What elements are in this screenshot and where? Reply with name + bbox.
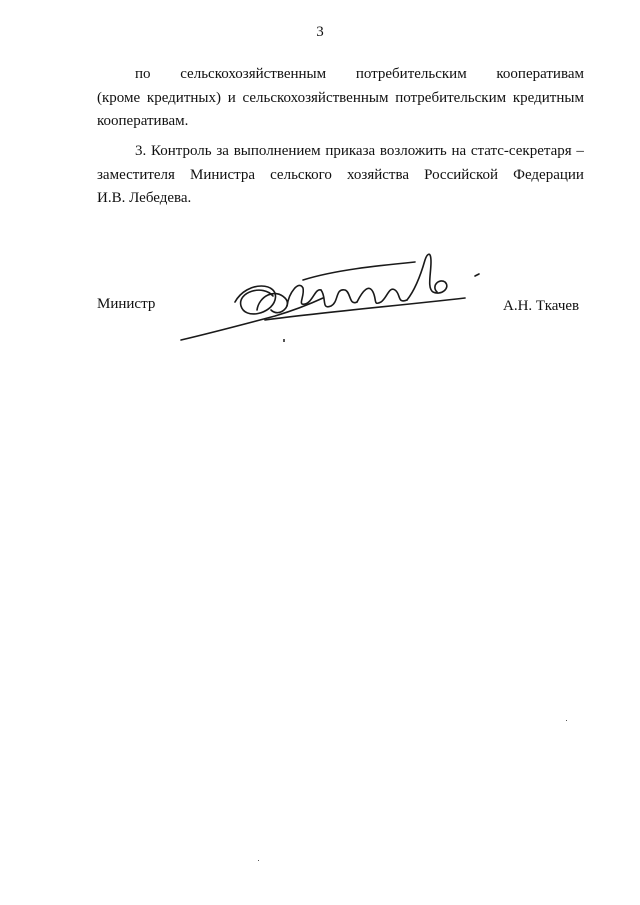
word: на	[451, 143, 467, 159]
word: за	[216, 143, 229, 159]
text-line	[97, 110, 584, 134]
scan-speck	[566, 720, 567, 721]
signatory-position: Министр	[97, 296, 156, 312]
handwritten-signature	[175, 240, 505, 350]
scan-speck	[258, 860, 259, 861]
word: приказа	[325, 143, 376, 159]
word: статс-секретаря	[470, 143, 572, 159]
text-line	[97, 87, 584, 111]
text-line	[97, 164, 584, 188]
paragraph-control-clause	[97, 140, 584, 211]
scan-speck	[283, 339, 285, 342]
word: выполнением	[233, 143, 321, 159]
page-number: 3	[316, 24, 324, 40]
word: по	[135, 66, 151, 82]
word: кредитных)	[146, 89, 221, 106]
word: кооперативам.	[97, 113, 189, 129]
word: потребительским	[355, 66, 467, 82]
word: –	[576, 143, 584, 159]
word: кооперативам	[496, 66, 584, 82]
word: сельского	[270, 166, 332, 183]
word: (кроме	[97, 89, 141, 106]
text-line	[97, 140, 584, 164]
word: сельскохозяйственным	[180, 66, 327, 82]
text-line	[97, 187, 584, 211]
word: сельскохозяйственным	[242, 89, 389, 106]
text-line	[97, 63, 584, 87]
word: Федерации	[513, 166, 584, 183]
paragraph-cooperatives	[97, 63, 584, 134]
word: и	[227, 89, 236, 106]
word: И.В. Лебедева.	[97, 190, 192, 206]
word: 3.	[135, 143, 147, 159]
word: Контроль	[150, 143, 212, 159]
word: потребительским	[395, 89, 507, 106]
word: кредитным	[512, 89, 584, 106]
word: заместителя	[97, 166, 175, 183]
word: возложить	[379, 143, 447, 159]
word: хозяйства	[346, 166, 410, 183]
signatory-name: А.Н. Ткачев	[503, 298, 580, 314]
word: Министра	[190, 166, 256, 183]
word: Российской	[424, 166, 499, 183]
